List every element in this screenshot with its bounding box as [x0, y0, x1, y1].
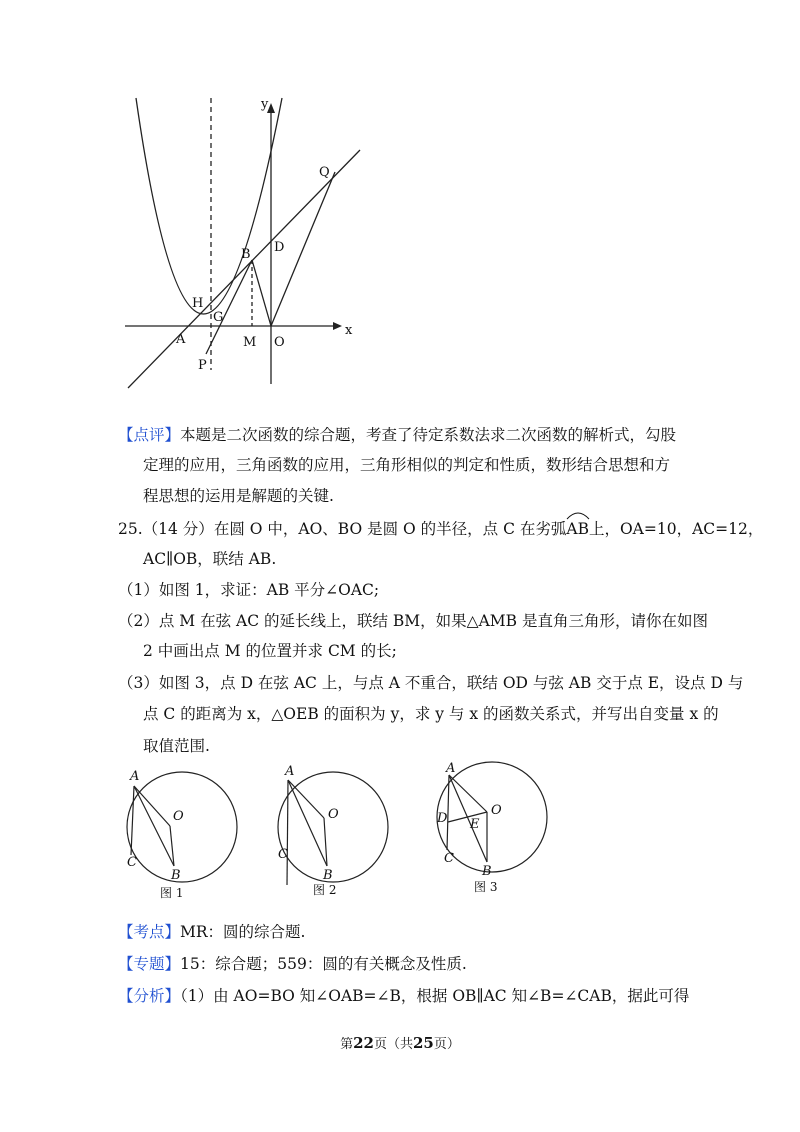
- figure-2-AB: [288, 780, 327, 866]
- arc-label: AB: [566, 520, 589, 538]
- figure-2-label-C: C: [278, 847, 288, 862]
- footer-post: 页）: [433, 1037, 460, 1052]
- figure-3-label-O: O: [491, 803, 502, 818]
- label-y: y: [261, 97, 269, 112]
- figure-1-circle: [127, 772, 237, 882]
- figure-1-AB: [134, 786, 174, 866]
- figure-1-label-B: B: [171, 868, 181, 883]
- figure-3-label-A: A: [446, 761, 456, 776]
- fenxi-text: （1）由 AO=BO 知∠OAB=∠B，根据 OB∥AC 知∠B=∠CAB，据此可得: [180, 987, 690, 1005]
- comment-tag: 【点评】: [118, 426, 181, 444]
- problem-line1-text-a: 在圆 O 中，AO、BO 是圆 O 的半径，点 C 在劣弧: [213, 520, 567, 538]
- figure-2-label-A: A: [285, 764, 295, 779]
- figure-1-label-A: A: [130, 769, 140, 784]
- figure-3-AO: [449, 775, 487, 812]
- figure-1-label-O: O: [173, 809, 184, 824]
- kaodian-tag: 【考点】: [118, 923, 181, 941]
- comment-line1: [118, 424, 676, 446]
- problem-line2: AC∥OB，联结 AB.: [143, 550, 277, 568]
- problem-q1: （1）如图 1，求证：AB 平分∠OAC;: [118, 581, 380, 599]
- figure-2-label-O: O: [328, 807, 339, 822]
- x-axis-arrow: [333, 322, 342, 330]
- problem-q2-line2: 2 中画出点 M 的位置并求 CM 的长;: [143, 642, 397, 660]
- figure-1-AO: [134, 786, 170, 826]
- problem-q3-line1: （3）如图 3，点 D 在弦 AC 上，与点 A 不重合，联结 OD 与弦 AB 交于点 E，设点 D 与: [118, 674, 744, 692]
- problem-q3-line3: 取值范围.: [143, 737, 210, 755]
- comment-line2: 定理的应用，三角函数的应用，三角形相似的判定和性质，数形结合思想和方: [143, 456, 671, 474]
- footer-page-number: 22: [353, 1034, 374, 1052]
- figure-2-AO: [288, 780, 324, 818]
- footer-pre: 第: [340, 1037, 354, 1052]
- fenxi-tag: 【分析】: [118, 987, 181, 1005]
- circle-figures: [120, 760, 560, 910]
- footer-mid: 页（共: [373, 1037, 413, 1052]
- label-G: G: [213, 310, 224, 325]
- figure-1: [127, 772, 237, 882]
- figure-1-AC: [131, 786, 134, 855]
- kaodian-text: MR：圆的综合题.: [180, 923, 306, 941]
- figure-3-caption: 图 3: [474, 880, 498, 894]
- label-O: O: [274, 335, 285, 350]
- comment-text-1: 本题是二次函数的综合题，考查了待定系数法求二次函数的解析式，勾股: [180, 426, 677, 444]
- zhuanti-line: [118, 953, 467, 975]
- arc-symbol-icon: [566, 511, 590, 520]
- segment-BO: [252, 260, 271, 326]
- footer-total-pages: 25: [413, 1034, 434, 1052]
- figure-1-caption: 图 1: [160, 886, 184, 900]
- label-B: B: [241, 247, 251, 262]
- label-Q: Q: [319, 165, 330, 180]
- kaodian-line: [118, 921, 305, 943]
- zhuanti-text: 15：综合题；559：圆的有关概念及性质.: [180, 955, 467, 973]
- zhuanti-tag: 【专题】: [118, 955, 181, 973]
- label-H: H: [192, 296, 204, 311]
- parabola-graph: [120, 90, 370, 395]
- figure-3-AB: [449, 775, 487, 862]
- figure-3-label-E: E: [470, 817, 480, 832]
- problem-q3-line2: 点 C 的距离为 x，△OEB 的面积为 y，求 y 与 x 的函数关系式，并写出自变量 x 的: [143, 705, 719, 723]
- figure-2: [278, 772, 388, 885]
- problem-line1: [118, 518, 763, 540]
- line-ABDQ: [128, 150, 360, 388]
- figure-3-label-C: C: [444, 851, 454, 866]
- arc-AB: [566, 518, 589, 540]
- comment-line3: 程思想的运用是解题的关键.: [143, 487, 334, 505]
- problem-q2-line1: （2）点 M 在弦 AC 的延长线上，联结 BM，如果△AMB 是直角三角形，请你在如图: [118, 612, 708, 630]
- parabola-curve: [136, 98, 285, 314]
- figure-3-DO: [448, 812, 487, 822]
- label-A: A: [176, 332, 186, 347]
- problem-line1-text-b: 上，OA=10，AC=12，: [588, 520, 764, 538]
- label-M: M: [243, 335, 257, 350]
- fenxi-line: [118, 985, 689, 1007]
- figure-1-label-C: C: [127, 855, 137, 870]
- page-footer: [0, 1033, 800, 1052]
- figure-3-label-D: D: [437, 811, 448, 826]
- figure-3-label-B: B: [482, 864, 492, 879]
- figure-2-caption: 图 2: [313, 883, 337, 897]
- problem-number: 25.（14 分）: [118, 520, 214, 538]
- figure-2-label-B: B: [323, 868, 333, 883]
- label-x: x: [345, 323, 353, 338]
- label-P: P: [198, 358, 207, 373]
- label-D: D: [274, 240, 285, 255]
- figure-2-circle: [278, 772, 388, 882]
- figure-2-OB: [324, 818, 327, 866]
